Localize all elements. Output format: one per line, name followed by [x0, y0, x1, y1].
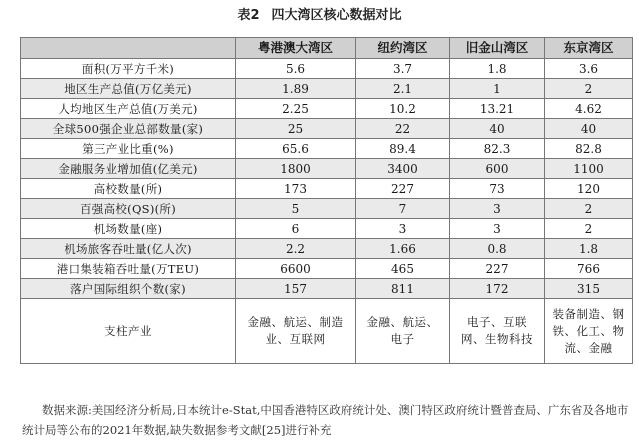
table-row [21, 239, 633, 259]
row-label: 高校数量(所) [21, 179, 236, 199]
row-label: 落户国际组织个数(家) [21, 279, 236, 299]
cell-value: 6600 [236, 259, 356, 279]
cell-value: 25 [236, 119, 356, 139]
cell-value: 1100 [545, 159, 633, 179]
header-newyork: 纽约湾区 [356, 38, 450, 59]
table-title-text: 四大湾区核心数据对比 [271, 8, 402, 23]
table-row [21, 179, 633, 199]
support-tokyo: 装备制造、钢铁、化工、物流、金融 [545, 299, 633, 364]
row-label: 机场数量(座) [21, 219, 236, 239]
cell-value: 227 [450, 259, 545, 279]
header-row [21, 38, 633, 59]
cell-value: 89.4 [356, 139, 450, 159]
support-sanfrancisco: 电子、互联网、生物科技 [450, 299, 545, 364]
header-tokyo: 东京湾区 [545, 38, 633, 59]
cell-value: 3 [356, 219, 450, 239]
cell-value: 3.6 [545, 59, 633, 79]
cell-value: 120 [545, 179, 633, 199]
table-row [21, 119, 633, 139]
cell-value: 1.89 [236, 79, 356, 99]
cell-value: 40 [450, 119, 545, 139]
table-row [21, 79, 633, 99]
cell-value: 2 [545, 219, 633, 239]
cell-value: 82.3 [450, 139, 545, 159]
row-label: 机场旅客吞吐量(亿人次) [21, 239, 236, 259]
cell-value: 1 [450, 79, 545, 99]
cell-value: 2 [545, 79, 633, 99]
row-label: 百强高校(QS)(所) [21, 199, 236, 219]
row-label: 地区生产总值(万亿美元) [21, 79, 236, 99]
table-row [21, 279, 633, 299]
cell-value: 3 [450, 199, 545, 219]
comparison-table [20, 37, 633, 364]
cell-value: 3 [450, 219, 545, 239]
cell-value: 766 [545, 259, 633, 279]
cell-value: 173 [236, 179, 356, 199]
cell-value: 2.1 [356, 79, 450, 99]
row-label: 人均地区生产总值(万美元) [21, 99, 236, 119]
cell-value: 465 [356, 259, 450, 279]
table-row [21, 219, 633, 239]
row-label: 第三产业比重(%) [21, 139, 236, 159]
support-newyork: 金融、航运、电子 [356, 299, 450, 364]
cell-value: 227 [356, 179, 450, 199]
table-row [21, 259, 633, 279]
cell-value: 172 [450, 279, 545, 299]
cell-value: 600 [450, 159, 545, 179]
cell-value: 3.7 [356, 59, 450, 79]
cell-value: 315 [545, 279, 633, 299]
row-label: 金融服务业增加值(亿美元) [21, 159, 236, 179]
row-label: 全球500强企业总部数量(家) [21, 119, 236, 139]
header-corner [21, 38, 236, 59]
table-row [21, 59, 633, 79]
cell-value: 65.6 [236, 139, 356, 159]
cell-value: 82.8 [545, 139, 633, 159]
table-row [21, 139, 633, 159]
row-label: 支柱产业 [21, 299, 236, 364]
cell-value: 2.2 [236, 239, 356, 259]
table-number: 表2 [237, 8, 260, 23]
cell-value: 2.25 [236, 99, 356, 119]
cell-value: 6 [236, 219, 356, 239]
cell-value: 4.62 [545, 99, 633, 119]
cell-value: 811 [356, 279, 450, 299]
table-row [21, 199, 633, 219]
cell-value: 0.8 [450, 239, 545, 259]
cell-value: 1800 [236, 159, 356, 179]
cell-value: 13.21 [450, 99, 545, 119]
cell-value: 1.66 [356, 239, 450, 259]
support-gba: 金融、航运、制造业、互联网 [236, 299, 356, 364]
cell-value: 1.8 [545, 239, 633, 259]
table-row [21, 99, 633, 119]
cell-value: 10.2 [356, 99, 450, 119]
data-source-note: 数据来源:美国经济分析局,日本统计e-Stat,中国香港特区政府统计处、澳门特区政府统计暨普查局、广东省及各地市统计局等公布的2021年数据,缺失数据参考文献[25]进行补充 [22, 403, 629, 437]
cell-value: 7 [356, 199, 450, 219]
cell-value: 157 [236, 279, 356, 299]
cell-value: 73 [450, 179, 545, 199]
support-industry-row [21, 299, 633, 364]
header-sanfrancisco: 旧金山湾区 [450, 38, 545, 59]
cell-value: 5.6 [236, 59, 356, 79]
row-label: 面积(万平方千米) [21, 59, 236, 79]
table-title [0, 4, 639, 23]
cell-value: 5 [236, 199, 356, 219]
cell-value: 2 [545, 199, 633, 219]
cell-value: 1.8 [450, 59, 545, 79]
row-label: 港口集装箱吞吐量(万TEU) [21, 259, 236, 279]
cell-value: 40 [545, 119, 633, 139]
cell-value: 22 [356, 119, 450, 139]
table-row [21, 159, 633, 179]
header-gba: 粤港澳大湾区 [236, 38, 356, 59]
cell-value: 3400 [356, 159, 450, 179]
